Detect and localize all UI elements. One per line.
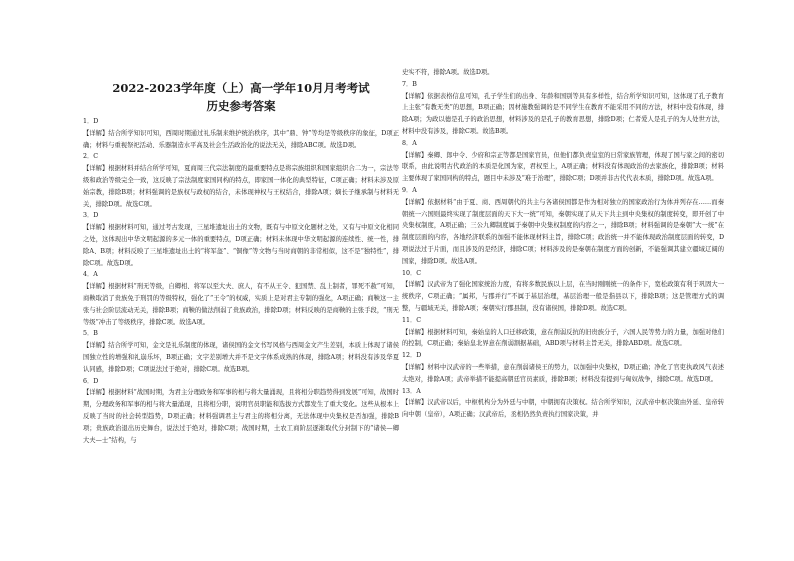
answer-item <box>402 386 724 421</box>
answer-explanation: 【详解】结合所学可知，金文是礼乐制度的体现，诸侯国的金文书写风格与西周金文产生差别，本质上体现了诸侯国独立性的增强和礼崩乐坏，B项正确；文字差别增大并不是文字体系成熟的体现，排除A项；材料没有涉及华夏认同感，排除D项；C项说法过于绝对，排除C项。故选B项。 <box>83 342 399 373</box>
answer-item <box>83 328 399 375</box>
answer-item <box>83 210 399 269</box>
answer-item <box>83 376 399 447</box>
answer-item <box>402 79 724 138</box>
answer-explanation: 【详解】根据材料“战国时期，为君主分理政务和军事的相与将大量涌现，且将相分职趋势得到发展”可知，战国时期，分理政务和军事的相与将大量涌现，且将相分职，说明官员职能和选拔方式都发生了重大变化。这些从根本上反映了当时的社会转型趋势，D项正确；材料强调君主与君主的将相分离，无法体现中央集权是否加强，排除B项；贵族政治退出历史舞台，说法过于绝对，排除C项；战国时期，土农工商阶层逐渐取代分封制下的“诸侯—卿大夫—士”结构，与 <box>83 389 399 444</box>
answer-item <box>402 67 724 79</box>
answer-number: 9．A <box>402 186 417 194</box>
left-column <box>83 116 399 446</box>
answer-explanation: 【详解】结合所学知识可知，西周时期通过礼乐制来维护统治秩序，其中“鼎、钟”等均是等级秩序的象征，D项正确；材料与重视祭祀活动、乐器制造水平高及社会生活政治化的说法无关，排除ABC项。故选D项。 <box>83 129 399 149</box>
answer-explanation: 【详解】根据材料可知，秦始皇的人口迁移政策，意在削弱反抗的旧贵族分子，六国人民等势力的力量，加强对他们的控制，C项正确；秦始皇北界意在削弱割据基础，ABD项与材料主旨无关，排除ABD项。故选C项。 <box>402 328 724 348</box>
answer-item <box>83 151 399 210</box>
answer-number: 2．C <box>83 153 99 161</box>
answer-explanation: 【详解】根据材料“刑无等级，自卿相、将军以至大夫、庶人，有不从王令、犯国禁、乱上制者，罪死不赦”可知，商鞅取消了贵族免于刑罚的等级特权，强化了“王令”的权威，实质上是对君主专制的强化，A项正确；商鞅这一主张与社会阶层流动无关，排除B项；商鞅的做法削弱了贵族政治，排除D项；材料反映的是商鞅的主张手段，“刑无等级”冲击了等级秩序，排除C项。故选A项。 <box>83 283 399 326</box>
answer-item <box>402 315 724 350</box>
answer-number: 5．B <box>83 330 98 338</box>
answer-number: 13．A <box>402 387 421 395</box>
answer-number: 3．D <box>83 212 99 220</box>
answer-item <box>402 350 724 385</box>
answer-item <box>83 269 399 328</box>
answer-number: 1．D <box>83 118 99 125</box>
answer-number: 10．C <box>402 269 422 277</box>
answer-explanation: 【详解】汉武帝以后，中枢机构分为外廷与中朝，中朝拥有决策权。结合所学知识，汉武帝中枢决策由外延、皇帝转向中朝（皇帝），A项正确；汉武帝后，丞相仍然负责执行国家决策，并 <box>402 399 724 419</box>
answer-explanation: 【详解】汉武帝为了强化国家统治力度，有将多数民族以上层，在当时刚刚统一的条件下，宽松政策有利于巩固大一统秩序，C项正确；“属邦，与郡并行”不属于基层治理，基层治理一般是指县以下，排除B项；这是管理方式的调整，与疆域无关，排除A项；秦朝实行郡县制，没有诸侯国，排除D项。故选C项。 <box>402 281 724 312</box>
answer-explanation: 【详解】材料中汉武帝的一些举措，意在削弱诸侯王的势力，以加强中央集权，D项正确；净化了官吏执政风气表述太绝对，排除A项；武帝举措不能提高朝廷官员素质，排除B项；材料没有提到与匈奴战争，排除C项。故选D项。 <box>402 363 724 383</box>
answer-explanation: 【详解】根据材料可知，通过考古发现，三星堆遗址出土的文物，既有与中原文化题材之处，又有与中原文化相同之处，这体现出中华文明起源的多元一体的重要特点，D项正确；材料未体现中华文明起源的连续性、统一性，排除A、B项；材料反映了三星堆遗址出土的“将军盔”、“铜像”等文物与当时商朝的非常相似，这不是“独特性”，排除C项。故选D项。 <box>83 224 399 267</box>
answer-number: 6．D <box>83 377 99 385</box>
answer-number: 11．C <box>402 316 422 324</box>
answer-item <box>83 116 399 151</box>
answer-item <box>402 138 724 185</box>
answer-explanation: 【详解】根据材料并结合所学可知，夏商周三代宗法制度的最重要特点是将宗族组织和国家组织合二为一，宗法等级和政治等级完全一致，这反映了宗法制度家国同构的特点，即家国一体化的典型特征，C项正确；材料未涉及原始宗教，排除B项；材料强调的是族权与政权的结合，未体现神权与王权结合，排除A项；嫡长子继承制与材料无关，排除D项。故选C项。 <box>83 165 399 208</box>
answer-number: 7．B <box>402 80 417 88</box>
answer-number: 4．A <box>83 271 98 279</box>
answer-number: 12．D <box>402 352 422 360</box>
answer-explanation: 史实不符，排除A项。故选D项。 <box>402 69 494 76</box>
answer-item <box>402 268 724 315</box>
document-subtitle: 历史参考答案 <box>206 99 276 113</box>
answer-explanation: 【详解】依据材料“由于夏、商、西周朝代的共主与各诸侯国都是作为相对独立的国家政治行为体并列存在……而秦朝统一六国则最终实现了制度层面的天下大一统”可知，秦朝实现了从天下共主到中央集权的制度转变，即开创了中央集权制度，A项正确；三公九卿制度属于秦朝中央集权制度的内容之一，排除B项；材料强调的是秦朝“大一统”在制度层面的内容，各地经济联系的加强不能体现材料主旨，排除C项；政治统一并不能体现政治制度层面的转变，D项说法过于片面，而且涉及的是经济，排除C项；材料涉及的是秦朝在制度方面的创新，不能强调其建立疆域辽阔的国家，排除D项。故选A项。 <box>402 198 724 265</box>
answer-explanation: 【详解】依据表格信息可知，孔子学生们的出身、年龄和国别等具有多样性，结合所学知识可知，这体现了孔子教育上主张“有教无类”的思想，B项正确；因材施教强调的是不同学生在教育不能采用不同的方法，材料中没有体现，排除A项；为政以德是孔子的政治思想，材料涉及的是孔子的教育思想，排除D项；仁者爱人是孔子的为人处世方法，材料中没有涉及，排除C项。故选B项。 <box>402 92 724 135</box>
right-column <box>402 67 724 421</box>
document-title: 2022-2023学年度（上）高一学年10月月考考试 <box>112 81 370 95</box>
answer-item <box>402 185 724 268</box>
answer-number: 8．A <box>402 139 417 147</box>
answer-explanation: 【详解】秦卿、郎中令、少府和宗正等都是国家官员，但他们都负责皇室的日常家族管理，体现了国与家之间的密切联系，由此说明古代政治的本质是化国为家，君权至上，A项正确；材料没有体现政治的去家族化，排除B项；材料主要体现了家国同构的特点，题目中未涉及“难于治理”，排除C项；D项并非古代代表本质，排除D项。故选A项。 <box>402 151 724 183</box>
